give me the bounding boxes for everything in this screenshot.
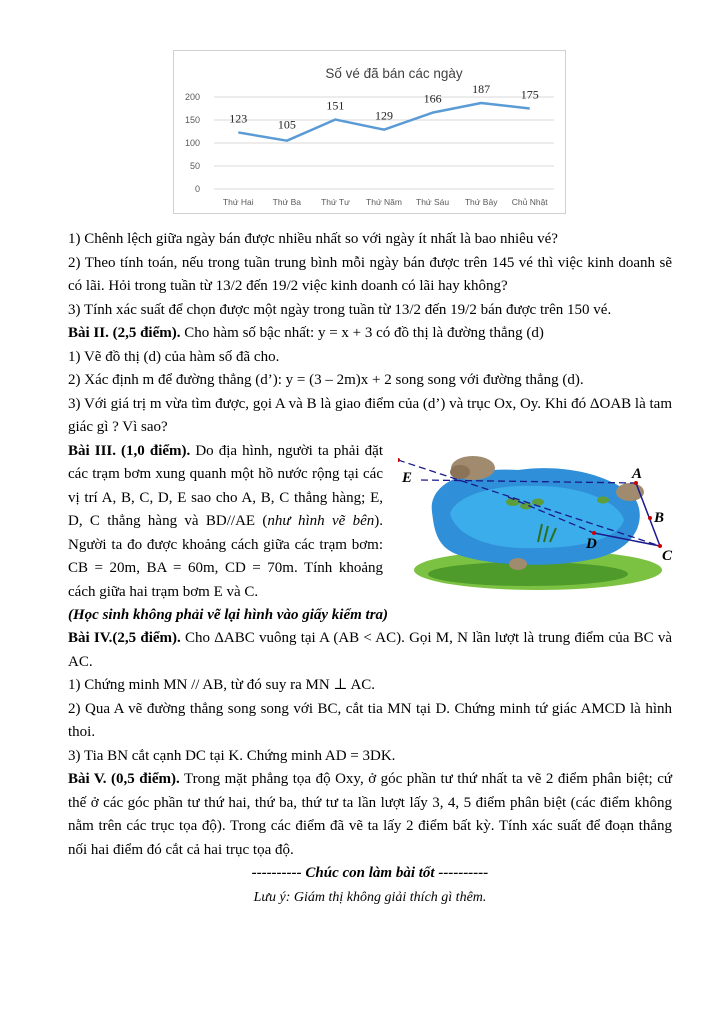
y-tick-label: 200 — [184, 92, 200, 102]
y-tick-label: 100 — [184, 138, 200, 148]
label-B: B — [654, 509, 665, 526]
footer-wish: ---------- Chúc con làm bài tốt ---------- — [251, 865, 489, 881]
data-label: 105 — [277, 117, 296, 132]
x-tick-label: Chủ Nhật — [511, 197, 548, 207]
section1-q3: 3) Tính xác suất để chọn được một ngày trong tuần từ 13/2 đến 19/2 bán được trên 150 vé. — [68, 301, 612, 318]
data-label: 175 — [520, 87, 539, 102]
data-label: 123 — [229, 111, 248, 126]
x-tick-label: Thứ Ba — [272, 197, 302, 207]
y-tick-label: 150 — [184, 115, 200, 125]
exam-content — [68, 228, 672, 909]
bai2-q2: 2) Xác định m để đường thẳng (d’): y = (3 – 2m)x + 2 song song với đường thẳng (d). — [68, 372, 584, 388]
point-E-marker — [398, 458, 400, 462]
chart-title: Số vé đã bán các ngày — [325, 66, 463, 81]
rock-left-small — [450, 465, 470, 479]
chart-canvas — [174, 51, 565, 213]
x-tick-label: Thứ Hai — [222, 197, 254, 207]
bai2-intro-text: Cho hàm số bậc nhất: y = x + 3 có đồ thị là đường thẳng (d) — [180, 325, 544, 341]
bai5-text — [68, 768, 672, 862]
bai2-heading: Bài II. (2,5 điểm). — [68, 325, 181, 341]
bai3-heading: Bài III. (1,0 điểm). — [68, 442, 191, 459]
bai2-q3: 3) Với giá trị m vừa tìm được, gọi A và B là giao điểm của (d’) và trục Ox, Oy. Khi đó ΔOAB là tam giác gì ? Vì sao? — [68, 395, 672, 435]
bai4-intro — [68, 627, 672, 674]
lily-pad — [597, 496, 609, 503]
x-tick-label: Thứ Sáu — [416, 197, 450, 207]
section1-q1: 1) Chênh lệch giữa ngày bán được nhiều nhất so với ngày ít nhất là bao nhiêu vé? — [68, 231, 558, 247]
lily-pad — [532, 498, 544, 505]
bai4-q2: 2) Qua A vẽ đường thẳng song song với BC, cắt tia MN tại D. Chứng minh tứ giác AMCD là hình thoi. — [68, 700, 672, 740]
y-tick-label: 50 — [189, 161, 200, 171]
bai3-block — [68, 440, 672, 604]
bai4-q1: 1) Chứng minh MN // AB, từ đó suy ra MN ⊥ AC. — [68, 677, 376, 693]
data-label: 166 — [423, 91, 442, 106]
point-D-marker — [592, 531, 596, 535]
label-A: A — [632, 465, 643, 482]
data-label: 129 — [375, 108, 393, 123]
bai5-heading: Bài V. (0,5 điểm). — [68, 771, 180, 787]
bai2-intro — [68, 322, 672, 346]
label-C: C — [662, 547, 673, 564]
data-label: 151 — [326, 98, 345, 113]
ticket-sales-chart — [173, 50, 566, 214]
label-E: E — [402, 469, 413, 486]
x-tick-label: Thứ Năm — [366, 197, 402, 207]
x-tick-label: Thứ Bảy — [464, 197, 498, 207]
section1-q2: 2) Theo tính toán, nếu trong tuần trung bình mỗi ngày bán được trên 145 vé thì việc kinh doanh sẽ có lãi. Hỏi trong tuần từ 13/2 đến 19/2 việc kinh doanh có lãi hay không? — [68, 254, 672, 294]
bai4-heading: Bài IV.(2,5 điểm). — [68, 630, 181, 646]
bai3-text1: Do địa hình, người ta phải đặt các trạm bơm xung quanh một hồ nước rộng tại các vị trí A, B, C, D, E sao cho A, B, C thẳng hàng; E, D, C thẳng hàng và BD//AE ( — [68, 442, 383, 529]
point-B-marker — [648, 516, 652, 520]
bai4-q3: 3) Tia BN cắt cạnh DC tại K. Chứng minh AD = 3DK. — [68, 747, 396, 764]
footer-note: Lưu ý: Giám thị không giải thích gì thêm. — [253, 889, 487, 905]
data-label: 187 — [472, 81, 491, 96]
bai3-text2: ). Người ta đo được khoảng cách giữa các trạm bơm: CB = 20m, BA = 60m, CD = 70m. Tính khoảng cách giữa hai trạm bơm E và C. — [68, 513, 384, 600]
label-D: D — [586, 535, 597, 552]
rock-bottom — [509, 558, 527, 570]
bai5-body: Trong mặt phẳng tọa độ Oxy, ở góc phần tư thứ nhất ta vẽ 2 điểm phân biệt; cứ thế ở các góc phần tư thứ hai, thứ ba, thứ tư ta lần lượt lấy 3, 4, 5 điểm phân biệt (các điểm không nằm trên các trục tọa độ). Trong các điểm đã vẽ ta lấy 2 điểm bất kỳ. Tính xác suất để đoạn thẳng nối hai điểm đó cắt cả hai trục tọa độ. — [68, 771, 672, 858]
bai2-q1: 1) Vẽ đồ thị (d) của hàm số đã cho. — [68, 348, 280, 365]
y-tick-label: 0 — [194, 184, 200, 194]
bai3-note: (Học sinh không phải vẽ lại hình vào giấy kiểm tra) — [68, 606, 389, 623]
bai3-italic: như hình vẽ bên — [267, 513, 375, 529]
bai4-intro-text: Cho ΔABC vuông tại A (AB < AC). Gọi M, N lần lượt là trung điểm của BC và AC. — [68, 630, 672, 670]
pond-figure — [398, 442, 680, 602]
grass-shadow — [428, 562, 628, 586]
x-tick-label: Thứ Tư — [321, 197, 350, 207]
bai3-text — [68, 440, 383, 605]
